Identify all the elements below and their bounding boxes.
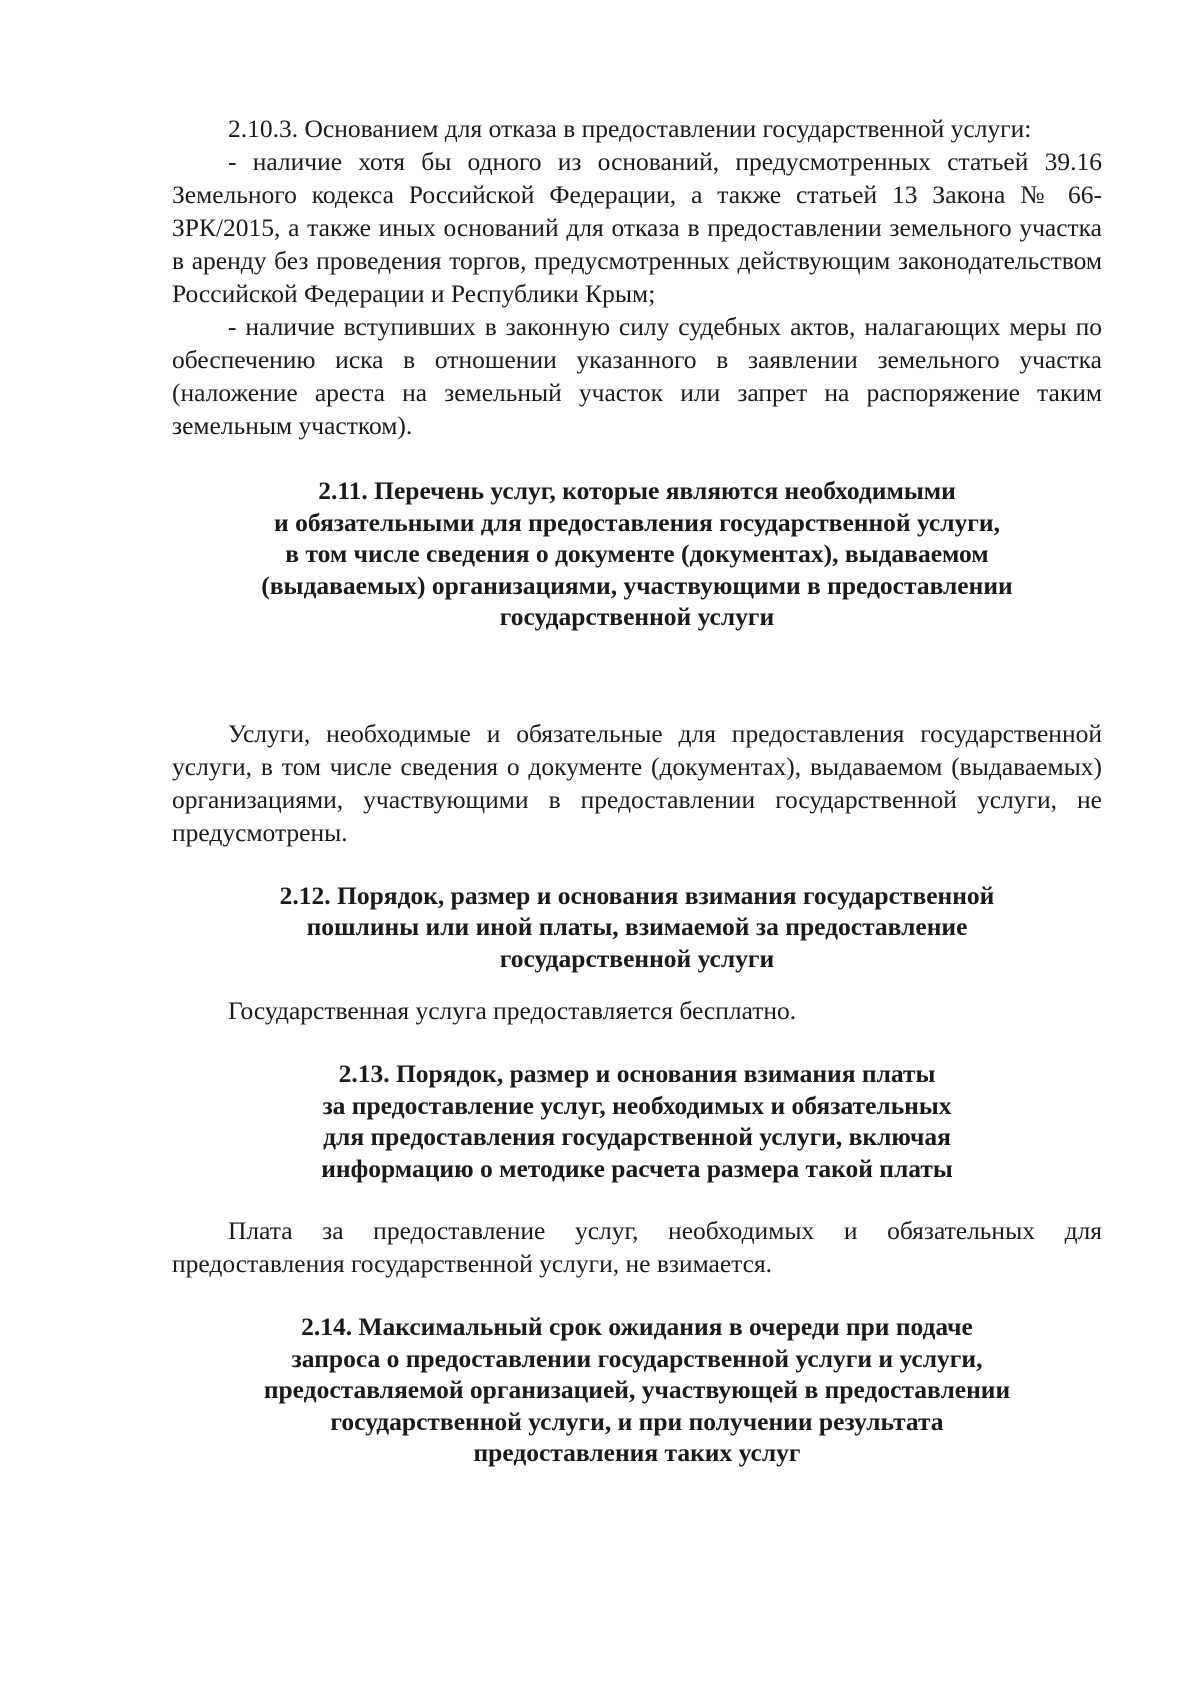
heading-line: для предоставления государственной услуги, включая bbox=[323, 1122, 951, 1151]
heading-line: предоставления таких услуг bbox=[473, 1438, 801, 1467]
heading-line: 2.12. Порядок, размер и основания взимания государственной bbox=[279, 880, 995, 910]
section-2-11-body: Услуги, необходимые и обязательные для предоставления государственной услуги, в том числе сведения о документе (документах), выдаваемом (выдаваемых) организациями, участвующими в предоставлении государственной услуги, не предусмотрены. bbox=[172, 718, 1102, 847]
heading-line: государственной услуги bbox=[499, 943, 775, 973]
section-2-11-heading bbox=[172, 475, 1102, 633]
heading-line: за предоставление услуг, необходимых и обязательных bbox=[322, 1090, 952, 1120]
heading-line: информацию о методике расчета размера такой платы bbox=[321, 1153, 953, 1183]
section-2-10-3-item-2: - наличие вступивших в законную силу судебных актов, налагающих меры по обеспечению иска в отношении указанного в заявлении земельного участка (наложение ареста на земельный участок или запрет на распоряжение таким земельным участком). bbox=[172, 312, 1102, 440]
section-2-13-heading bbox=[172, 1058, 1102, 1184]
section-2-12-body: Государственная услуга предоставляется бесплатно. bbox=[228, 996, 797, 1025]
heading-line: пошлины или иной платы, взимаемой за предоставление bbox=[306, 912, 968, 941]
section-2-10-3-item-1: - наличие хотя бы одного из оснований, предусмотренных статьей 39.16 Земельного кодекса Российской Федерации, а также статьей 13 Закона № 66-ЗРК/2015, а также иных оснований для отказа в предоставлении земельного участка в аренду без проведения торгов, предусмотренных действующим законодательством Российской Федерации и Республики Крым; bbox=[172, 147, 1102, 308]
heading-line: государственной услуги bbox=[499, 602, 775, 631]
section-2-13-body: Плата за предоставление услуг, необходимых и обязательных для предоставления государственной услуги, не взимается. bbox=[172, 1216, 1102, 1278]
document-page bbox=[172, 112, 1102, 1469]
section-2-12-heading bbox=[172, 880, 1102, 975]
heading-line: предоставляемой организацией, участвующей в предоставлении bbox=[263, 1375, 1011, 1404]
section-2-14-heading bbox=[172, 1311, 1102, 1469]
heading-line: 2.14. Максимальный срок ожидания в очереди при подаче bbox=[301, 1312, 973, 1341]
heading-line: и обязательными для предоставления государственной услуги, bbox=[274, 507, 1000, 537]
heading-line: запроса о предоставлении государственной услуги и услуги, bbox=[291, 1343, 983, 1373]
heading-line: 2.11. Перечень услуг, которые являются необходимыми bbox=[318, 476, 956, 505]
heading-line: 2.13. Порядок, размер и основания взимания платы bbox=[338, 1059, 936, 1088]
heading-line: (выдаваемых) организациями, участвующими в предоставлении bbox=[261, 570, 1013, 600]
section-2-10-3-intro: 2.10.3. Основанием для отказа в предоставлении государственной услуги: bbox=[228, 114, 1032, 143]
heading-line: государственной услуги, и при получении результата bbox=[330, 1406, 944, 1436]
heading-line: в том числе сведения о документе (документах), выдаваемом bbox=[285, 539, 989, 568]
